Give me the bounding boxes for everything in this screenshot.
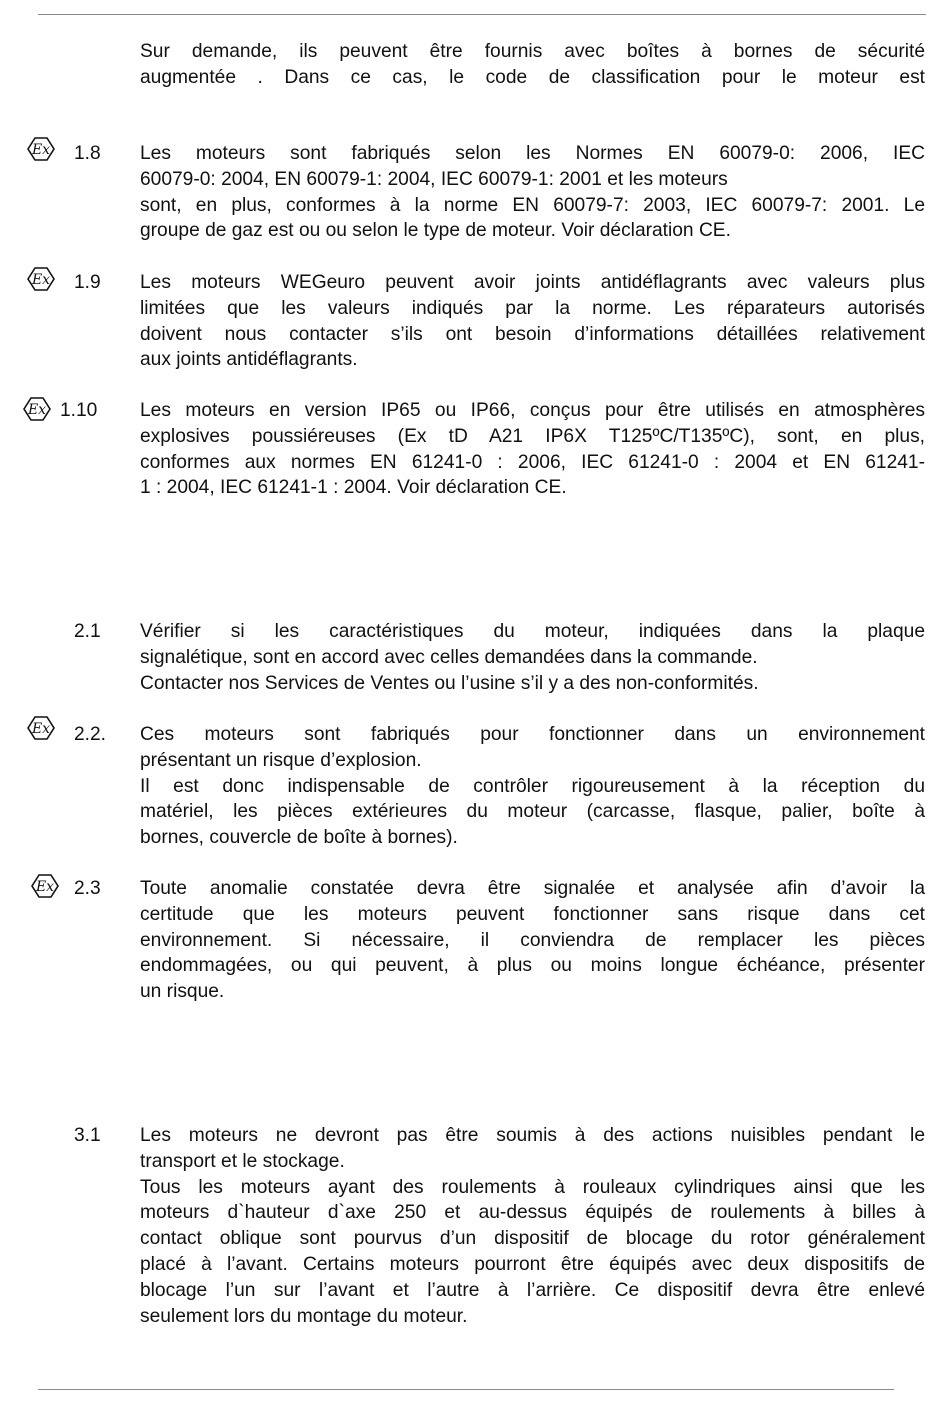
text-line: aux joints antidéflagrants. [140, 349, 358, 371]
section-number: 1.8 [74, 143, 101, 164]
text-line: bornes, couvercle de boîte à bornes). [140, 827, 458, 849]
section-1-9-paragraph [140, 270, 925, 373]
intro-paragraph [140, 39, 925, 91]
text-line: Contacter nos Services de Ventes ou l’usine s’il y a des non-conformités. [140, 672, 759, 694]
section-2-3-paragraph [140, 876, 925, 1005]
section-number: 3.1 [74, 1125, 101, 1146]
text-line: Les moteurs WEGeuro peuvent avoir joints antidéflagrants avec valeurs plus [140, 272, 925, 293]
text-line: Il est donc indispensable de contrôler rigoureusement à la réception du [140, 775, 925, 797]
text-line: Vérifier si les caractéristiques du moteur, indiquées dans la plaque [140, 621, 925, 642]
text-line: conformes aux normes EN 61241-0 : 2006, IEC 61241-0 : 2004 et EN 61241- [140, 451, 925, 473]
text-line: moteurs d`hauteur d`axe 250 et au-dessus équipés de roulements à billes à [140, 1202, 925, 1224]
text-line: présentant un risque d’explosion. [140, 749, 422, 771]
svg-text:Ex: Ex [31, 721, 51, 737]
text-line: endommagées, ou qui peuvent, à plus ou moins longue échéance, présenter [140, 955, 925, 977]
text-line: Les moteurs ne devront pas être soumis à des actions nuisibles pendant le [140, 1125, 925, 1146]
ex-icon [20, 396, 54, 422]
svg-text:Ex: Ex [31, 272, 51, 288]
section-2-1-paragraph [140, 619, 925, 696]
footer-rule [38, 1389, 894, 1390]
text-line: Ces moteurs sont fabriqués pour fonctionner dans un environnement [140, 724, 925, 745]
text-line: Toute anomalie constatée devra être signalée et analysée afin d’avoir la [140, 878, 925, 899]
text-line: Les moteurs en version IP65 ou IP66, conçus pour être utilisés en atmosphères [140, 400, 925, 421]
svg-text:Ex: Ex [31, 142, 51, 158]
text-line: transport et le stockage. [140, 1150, 345, 1172]
ex-icon [24, 136, 58, 162]
section-number: 1.10 [60, 400, 98, 421]
text-line: signalétique, sont en accord avec celles demandées dans la commande. [140, 646, 758, 668]
text-line: 1 : 2004, IEC 61241-1 : 2004. Voir déclaration CE. [140, 477, 567, 499]
text-line: contact oblique sont pourvus d’un dispositif de blocage du rotor généralement [140, 1228, 925, 1250]
section-1-8-paragraph [140, 141, 925, 244]
text-line: sont, en plus, conformes à la norme EN 60079-7: 2003, IEC 60079-7: 2001. Le [140, 194, 925, 216]
text-line: 60079-0: 2004, EN 60079-1: 2004, IEC 60079-1: 2001 et les moteurs [140, 168, 728, 190]
section-number: 2.1 [74, 621, 101, 642]
text-line: placé à l’avant. Certains moteurs pourront être équipés avec deux dispositifs de [140, 1253, 925, 1275]
text-line: augmentée . Dans ce cas, le code de classification pour le moteur est [140, 66, 925, 88]
ex-icon [24, 266, 58, 292]
text-line: explosives poussiéreuses (Ex tD A21 IP6X T125ºC/T135ºC), sont, en plus, [140, 425, 925, 447]
text-line: Les moteurs sont fabriqués selon les Normes EN 60079-0: 2006, IEC [140, 143, 925, 164]
text-line: Sur demande, ils peuvent être fournis avec boîtes à bornes de sécurité [140, 41, 925, 62]
text-line: blocage l’un sur l’avant et l’autre à l’arrière. Ce dispositif devra être enlevé [140, 1279, 925, 1301]
svg-text:Ex: Ex [35, 879, 55, 895]
text-line: un risque. [140, 981, 225, 1003]
text-line: limitées que les valeurs indiqués par la norme. Les réparateurs autorisés [140, 297, 925, 319]
section-1-10-paragraph [140, 398, 925, 501]
section-3-1-paragraph [140, 1123, 925, 1329]
ex-icon [24, 715, 58, 741]
text-line: doivent nous contacter s’ils ont besoin d’informations détaillées relativement [140, 323, 925, 345]
text-line: certitude que les moteurs peuvent fonctionner sans risque dans cet [140, 903, 925, 925]
text-line: seulement lors du montage du moteur. [140, 1305, 468, 1327]
header-rule [38, 14, 926, 15]
section-number: 1.9 [74, 272, 101, 293]
text-line: matériel, les pièces extérieures du moteur (carcasse, flasque, palier, boîte à [140, 801, 925, 823]
text-line: Tous les moteurs ayant des roulements à rouleaux cylindriques ainsi que les [140, 1176, 925, 1198]
section-number: 2.3 [74, 878, 101, 899]
section-2-2-paragraph [140, 722, 925, 851]
text-line: environnement. Si nécessaire, il conviendra de remplacer les pièces [140, 929, 925, 951]
section-number: 2.2. [74, 724, 107, 745]
svg-text:Ex: Ex [27, 402, 47, 418]
ex-icon [28, 873, 62, 899]
text-line: groupe de gaz est ou ou selon le type de moteur. Voir déclaration CE. [140, 220, 731, 242]
